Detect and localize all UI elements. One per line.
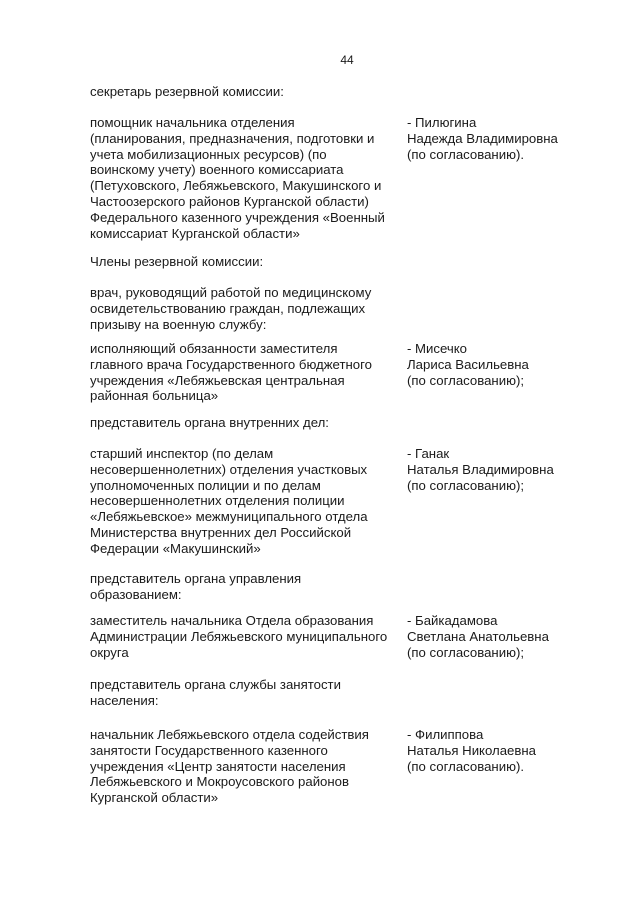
secretary-heading-text: секретарь резервной комиссии: bbox=[90, 84, 284, 99]
doctor-heading bbox=[90, 285, 630, 332]
education-heading bbox=[90, 571, 630, 603]
secretary-role: помощник начальника отделения (планирования, предназначения, подготовки и учета мобилизационных ресурсов) (по воинскому учету) военного комиссариата (Петуховского, Лебяжьевского, Макушинского и Частоозерского районов Курганской области) Федерального казенного учреждения «Военный комиссариат Курганской области» bbox=[90, 115, 385, 241]
education-person: - Байкадамова Светлана Анатольевна (по согласованию); bbox=[407, 613, 549, 660]
police-person: - Ганак Наталья Владимировна (по согласованию); bbox=[407, 446, 554, 493]
secretary-person: - Пилюгина Надежда Владимировна (по согласованию). bbox=[407, 115, 558, 162]
doctor-person: - Мисечко Лариса Васильевна (по согласованию); bbox=[407, 341, 529, 388]
employment-person: - Филиппова Наталья Николаевна (по согласованию). bbox=[407, 727, 537, 774]
police-heading bbox=[90, 415, 630, 431]
members-heading bbox=[90, 254, 630, 270]
education-heading-text: представитель органа управления образованием: bbox=[90, 571, 302, 602]
employment-heading-text: представитель органа службы занятости населения: bbox=[90, 677, 341, 708]
doctor-heading-text: врач, руководящий работой по медицинскому освидетельствованию граждан, подлежащих призыву на военную службу: bbox=[90, 285, 372, 332]
secretary-heading bbox=[90, 84, 630, 100]
employment-heading bbox=[90, 677, 630, 709]
employment-role: начальник Лебяжьевского отдела содействия занятости Государственного казенного учреждения «Центр занятости населения Лебяжьевского и Мокроусовского районов Курганской области» bbox=[90, 727, 369, 806]
page-number: 44 bbox=[340, 53, 354, 67]
police-role: старший инспектор (по делам несовершеннолетних) отделения участковых уполномоченных полиции и по делам несовершеннолетних отделения полиции «Лебяжьевское» межмуниципального отдела Министерства внутренних дел Российской Федерации «Макушинский» bbox=[90, 446, 368, 556]
doctor-role: исполняющий обязанности заместителя главного врача Государственного бюджетного учреждения «Лебяжьевская центральная районная больница» bbox=[90, 341, 372, 404]
education-role: заместитель начальника Отдела образования Администрации Лебяжьевского муниципального округа bbox=[90, 613, 388, 660]
members-heading-text: Члены резервной комиссии: bbox=[90, 254, 264, 269]
police-heading-text: представитель органа внутренних дел: bbox=[90, 415, 329, 430]
